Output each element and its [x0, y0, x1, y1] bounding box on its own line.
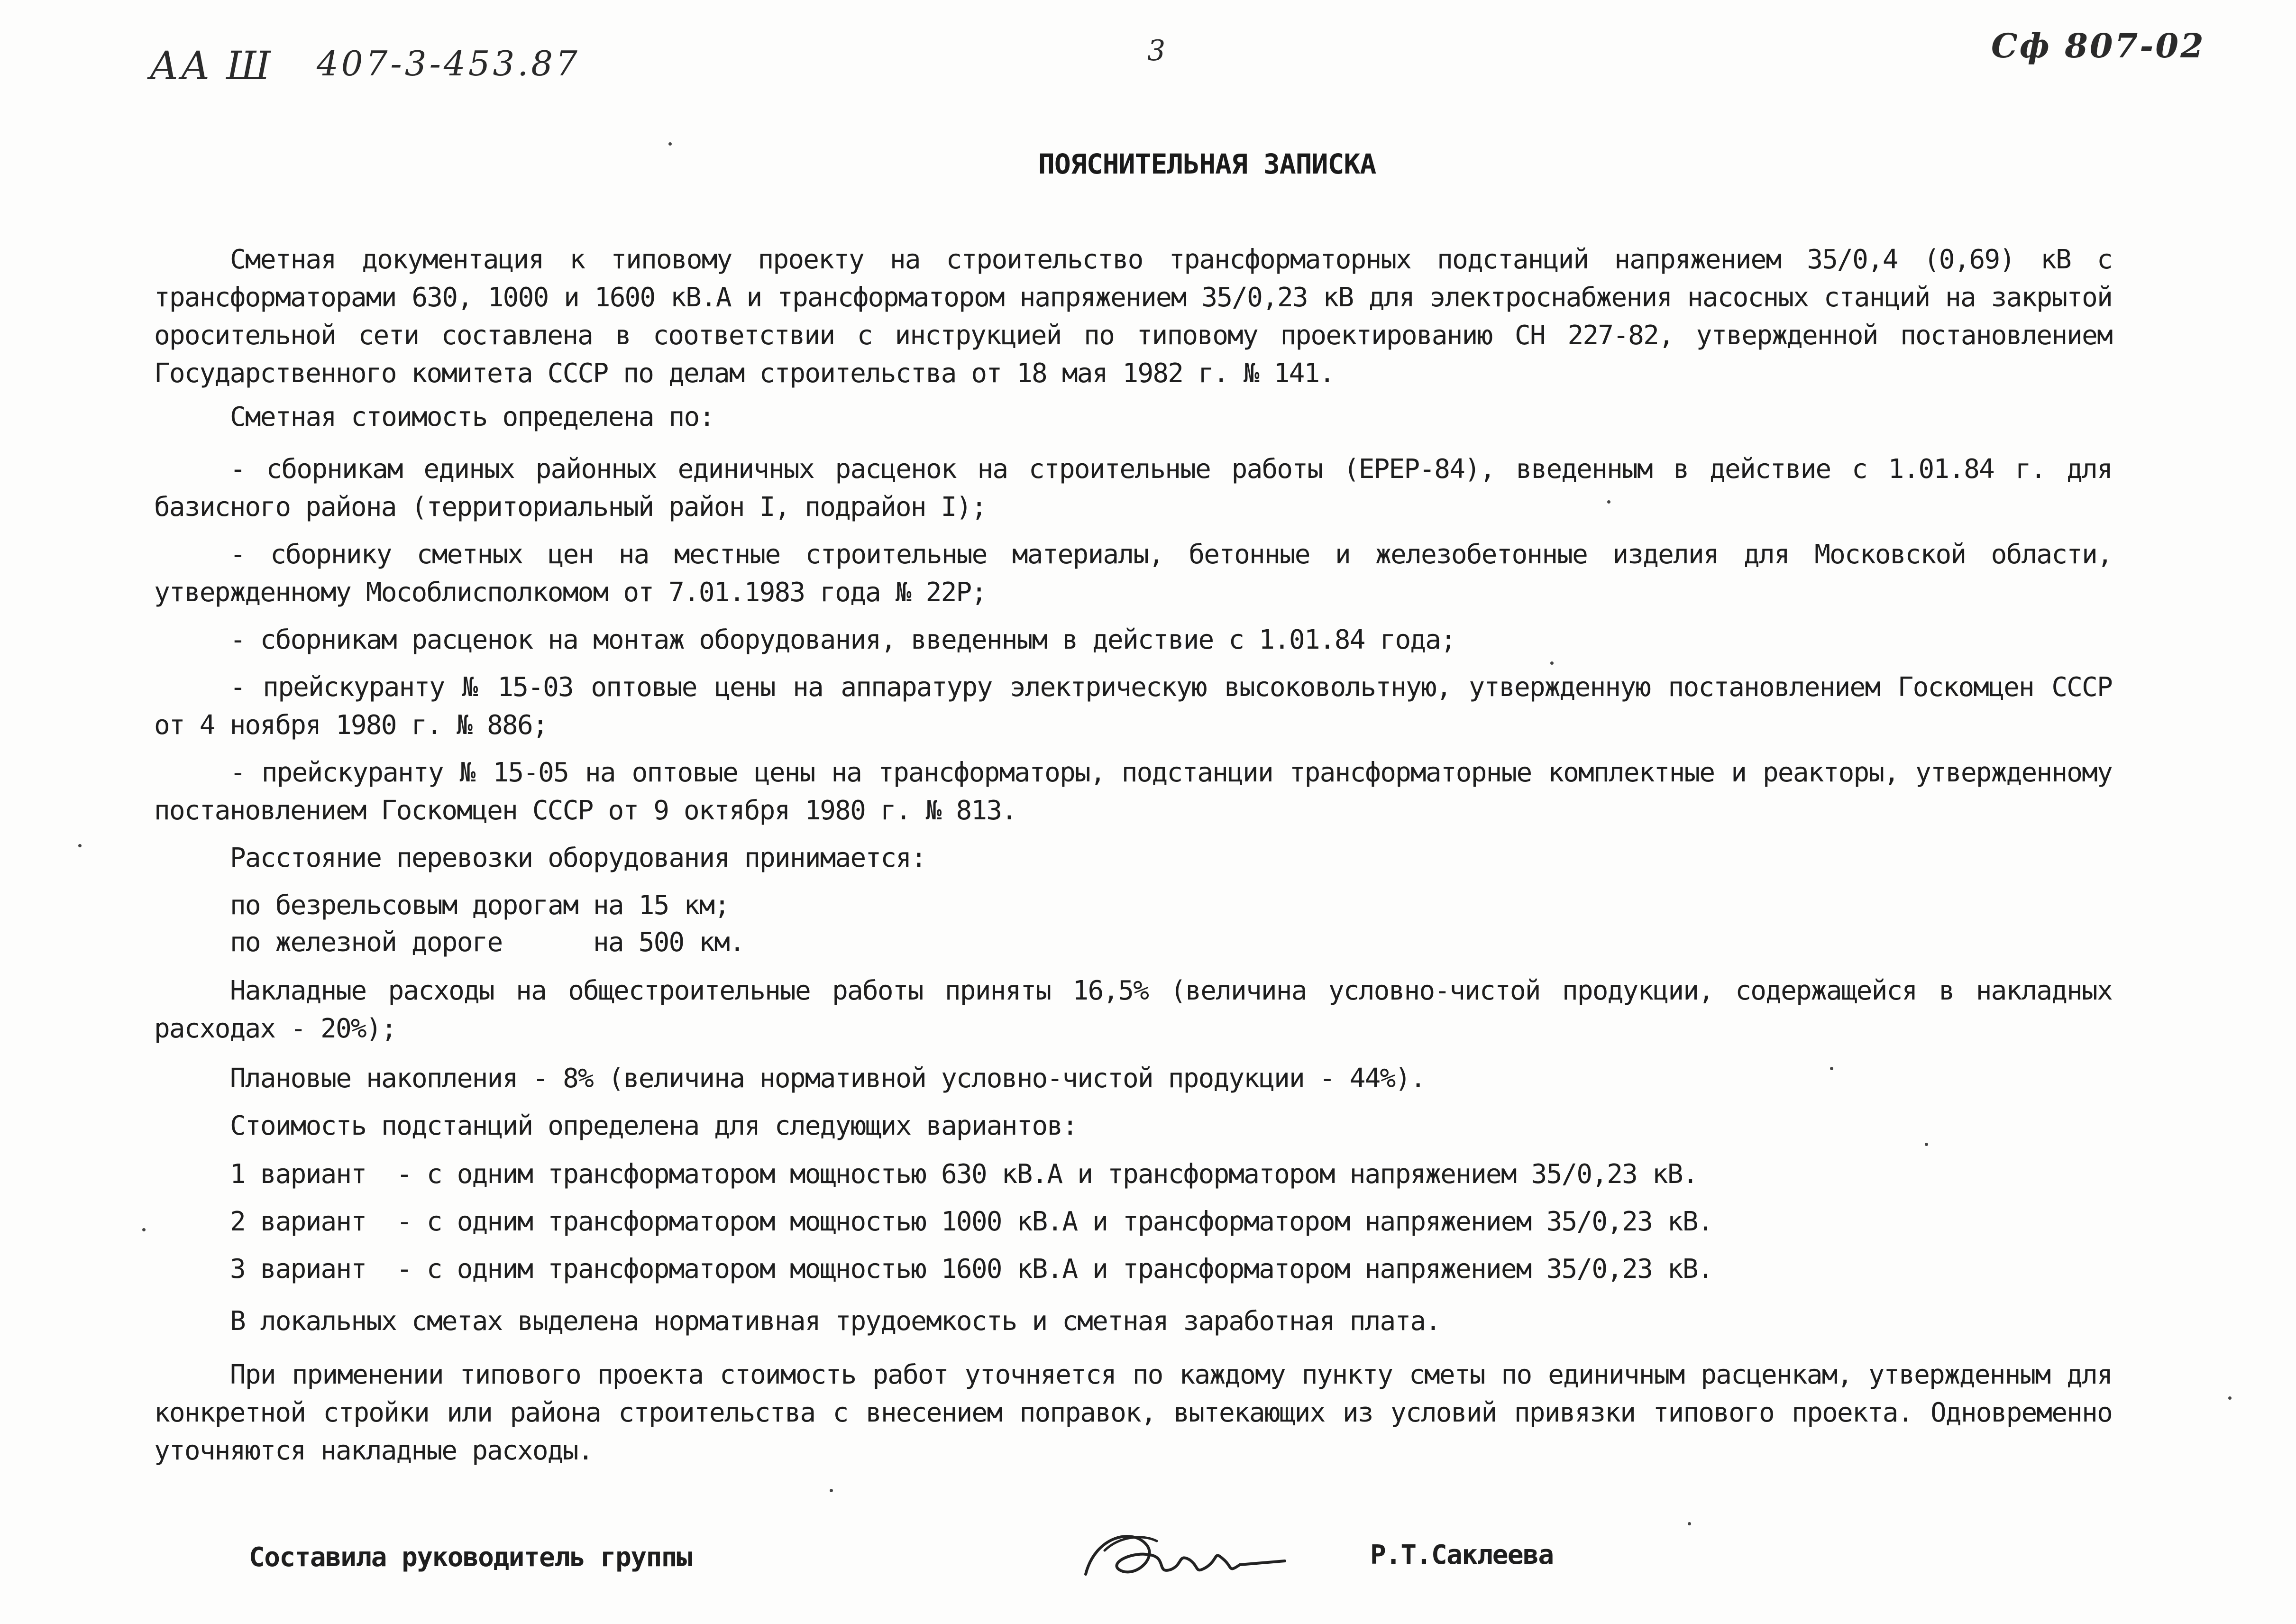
project-number: 407-3-453.87	[317, 44, 580, 83]
planned-savings: Плановые накопления - 8% (величина нормативной условно-чистой продукции - 44%).	[230, 1063, 1426, 1094]
handwritten-signature	[1076, 1517, 1294, 1593]
page-title: ПОЯСНИТЕЛЬНАЯ ЗАПИСКА	[1038, 148, 1376, 180]
scan-speck	[668, 142, 672, 146]
variant-3: 3 вариант - с одним трансформатором мощностью 1600 кВ.А и трансформатором напряжением 35/0,23 кВ.	[230, 1254, 1713, 1285]
variant-2: 2 вариант - с одним трансформатором мощностью 1000 кВ.А и трансформатором напряжением 35/0,23 кВ.	[230, 1206, 1713, 1237]
page-number: 3	[1147, 34, 1166, 67]
transport-rail: по железной дороге на 500 км.	[230, 927, 745, 958]
scan-speck	[1688, 1522, 1691, 1525]
basis-item-5: - прейскуранту № 15-05 на оптовые цены на трансформаторы, подстанции трансформаторные комплектные и реакторы, утвержденному постановлением Госкомцен СССР от 9 октября 1980 г. № 813.	[154, 757, 2112, 826]
transport-heading: Расстояние перевозки оборудования принимается:	[230, 843, 926, 873]
sheet-code: Сф 807-02	[1991, 26, 2205, 65]
archive-code: АА Ш	[149, 44, 273, 89]
variants-heading: Стоимость подстанций определена для следующих вариантов:	[230, 1110, 1078, 1141]
labor-paragraph: В локальных сметах выделена нормативная трудоемкость и сметная заработная плата.	[230, 1306, 1441, 1337]
scan-speck	[1925, 1143, 1928, 1146]
scan-speck	[1607, 500, 1610, 504]
signature-label: Составила руководитель группы	[249, 1542, 692, 1573]
scan-speck	[1550, 661, 1554, 665]
cost-basis-heading: Сметная стоимость определена по:	[230, 402, 714, 432]
intro-paragraph: Сметная документация к типовому проекту на строительство трансформаторных подстанций напряжением 35/0,4 (0,69) кВ с трансформаторами 630, 1000 и 1600 кВ.А и трансформатором напряжением 35/0,23 кВ для электроснабжения насосных станций на закрытой оросительной сети составлена в соответствии с инструкцией по типовому проектированию СН 227-82, утвержденной постановлением Государственного комитета СССР по делам строительства от 18 мая 1982 г. № 141.	[154, 244, 2112, 389]
scan-speck	[142, 1228, 146, 1231]
scan-speck	[1830, 1067, 1833, 1070]
basis-item-2: - сборнику сметных цен на местные строительные материалы, бетонные и железобетонные изделия для Московской области, утвержденному Мособлисполкомом от 7.01.1983 года № 22Р;	[154, 539, 2112, 608]
scan-speck	[830, 1489, 833, 1492]
overhead-paragraph: Накладные расходы на общестроительные работы приняты 16,5% (величина условно-чистой продукции, содержащейся в накладных расходах - 20%);	[154, 975, 2112, 1044]
scan-speck	[78, 844, 82, 847]
transport-road: по безрельсовым дорогам на 15 км;	[230, 890, 730, 921]
signatory-name: Р.Т.Саклеева	[1370, 1540, 1554, 1570]
variant-1: 1 вариант - с одним трансформатором мощностью 630 кВ.А и трансформатором напряжением 35/0,23 кВ.	[230, 1159, 1698, 1190]
application-paragraph: При применении типового проекта стоимость работ уточняется по каждому пункту сметы по единичным расценкам, утвержденным для конкретной стройки или района строительства с внесением поправок, вытекающих из условий привязки типового проекта. Одновременно уточняются накладные расходы.	[154, 1359, 2112, 1466]
basis-item-3: - сборникам расценок на монтаж оборудования, введенным в действие с 1.01.84 года;	[230, 624, 1456, 655]
basis-item-1: - сборникам единых районных единичных расценок на строительные работы (ЕРЕР-84), введенным в действие с 1.01.84 г. для базисного района (территориальный район I, подрайон I);	[154, 454, 2112, 523]
scan-speck	[2228, 1396, 2232, 1400]
basis-item-4: - прейскуранту № 15-03 оптовые цены на аппаратуру электрическую высоковольтную, утвержденную постановлением Госкомцен СССР от 4 ноября 1980 г. № 886;	[154, 672, 2112, 741]
